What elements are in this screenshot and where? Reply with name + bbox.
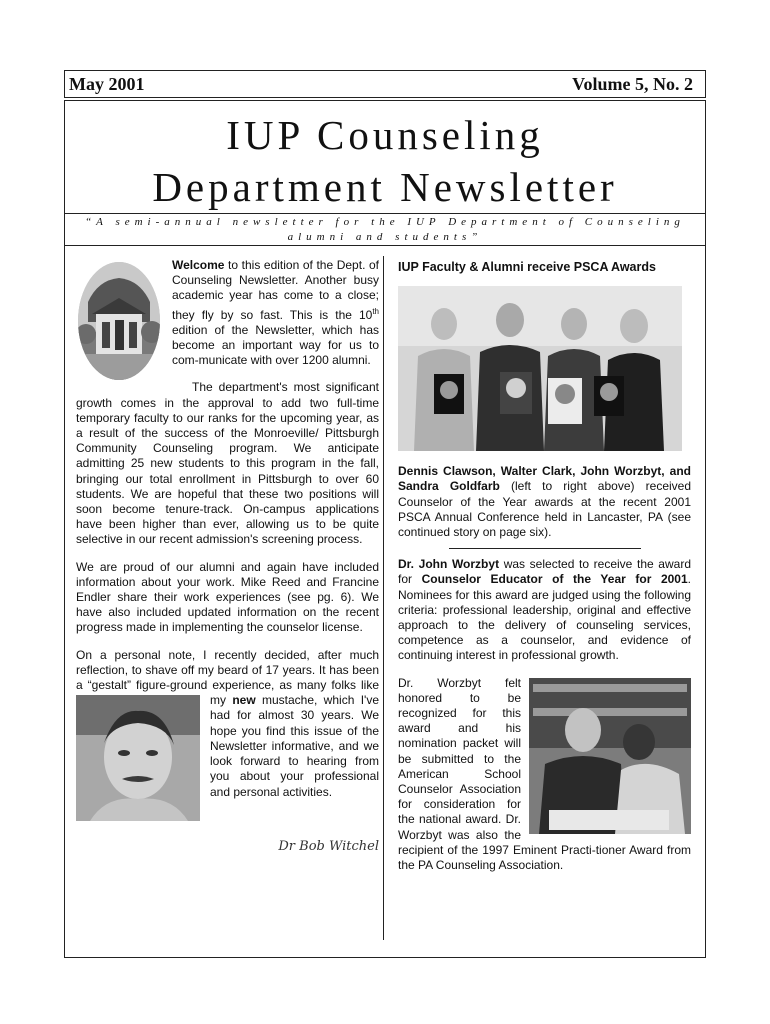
author-signature: Dr Bob Witchel	[278, 839, 379, 855]
issue-date: May 2001	[69, 74, 145, 94]
personal-note-text-b: mustache, which I've had for almost 30 years. We hope you find this issue of the Newsletter informative, and we look forward to hearing from you about your professional and personal activities.	[210, 693, 379, 799]
story-text-2: Dr. Worzbyt felt honored to be recognized for this award and his nomination packet will be submitted to the American School Counselor Association for consideration for the national award. Dr. Worzbyt was also the recipient of the 1997 Eminent Practi-tioner Award from the PA Counseling Association.	[398, 675, 691, 873]
column-divider	[383, 256, 384, 940]
newsletter-title	[65, 109, 705, 213]
welcome-paragraph-3: We are proud of our alumni and again have included information about your work. Mike Reed and Francine Endler share their work experiences (see pg. 6). We have also included updated information on the recent progress made in implementing the counselor license.	[76, 559, 379, 635]
author-portrait-photo	[76, 695, 200, 821]
tagline-line-1: “A semi-annual newsletter for the IUP Department of Counseling	[85, 216, 685, 228]
story-text-rest: . Nominees for this award are judged using the following criteria: professional leadership, original and effective approach to the delivery of counseling services, competence as a counselor, and evidence of continuing interest in professional growth.	[398, 572, 692, 663]
worzbyt-with-student-photo	[529, 678, 691, 834]
volume-number: Volume 5, No. 2	[572, 74, 693, 94]
ordinal-suffix: th	[372, 306, 379, 316]
photo-caption	[398, 464, 691, 540]
award-recipients-photo	[398, 286, 682, 451]
tagline-line-2: alumni and students”	[287, 231, 483, 243]
title-line-2: Department Newsletter	[152, 164, 618, 210]
worzbyt-name: Dr. John Worzbyt	[398, 557, 500, 572]
award-title: Counselor Educator of the Year for 2001	[421, 572, 688, 587]
welcome-column	[76, 258, 379, 854]
caption-text: (left to right above) received Counselor of the Year awards at the recent 2001 PSCA Annual Conference held in Lancaster, PA (see continued story on page six).	[398, 479, 692, 540]
campus-building-photo	[78, 262, 160, 380]
worzbyt-story-paragraph-1	[398, 557, 691, 663]
worzbyt-story-paragraph-2	[398, 676, 691, 874]
personal-note-text-a: On a personal note, I recently decided, after much reflection, to shave off my beard of 17 years. It has been a “gestalt” figure-ground experience, as many folks like my	[76, 647, 379, 708]
new-emphasis: new	[232, 693, 256, 708]
welcome-text-a: to this edition of the Dept. of Counseling Newsletter. Another busy academic year has come to a close; they fly by so fast. This is the 10	[172, 258, 379, 322]
welcome-paragraph-4	[76, 648, 379, 800]
welcome-text-b: edition of the Newsletter, which has become an important way for us to com-municate with over 1200 alumni.	[172, 322, 379, 368]
tagline	[64, 214, 706, 246]
masthead-bar	[64, 70, 706, 98]
story-text-mid: was selected to receive the award for	[398, 557, 691, 587]
welcome-paragraph-2: The department's most significant growth comes in the approval to add two full-time temporary faculty to our ranks for the upcoming year, as a result of the success of the Monroeville/ Pittsburgh Community Counseling program. We anticipate admitting 25 new students to this program in the fall, bringing our total enrollment in Pittsburgh to over 60 students. We are hopeful that these two positions will soon become tenure-track. On-campus applications have been higher than ever, allowing us to be quite selective in our recent admission's screening process.	[76, 380, 379, 547]
section-rule	[449, 548, 641, 549]
welcome-lead-word: Welcome	[172, 258, 225, 272]
caption-names: Dennis Clawson, Walter Clark, John Worzbyt, and Sandra Goldfarb	[398, 464, 691, 494]
title-box	[64, 100, 706, 214]
title-line-1: IUP Counseling	[226, 112, 544, 158]
awards-headline: IUP Faculty & Alumni receive PSCA Awards	[398, 260, 656, 274]
awards-column	[398, 258, 691, 873]
